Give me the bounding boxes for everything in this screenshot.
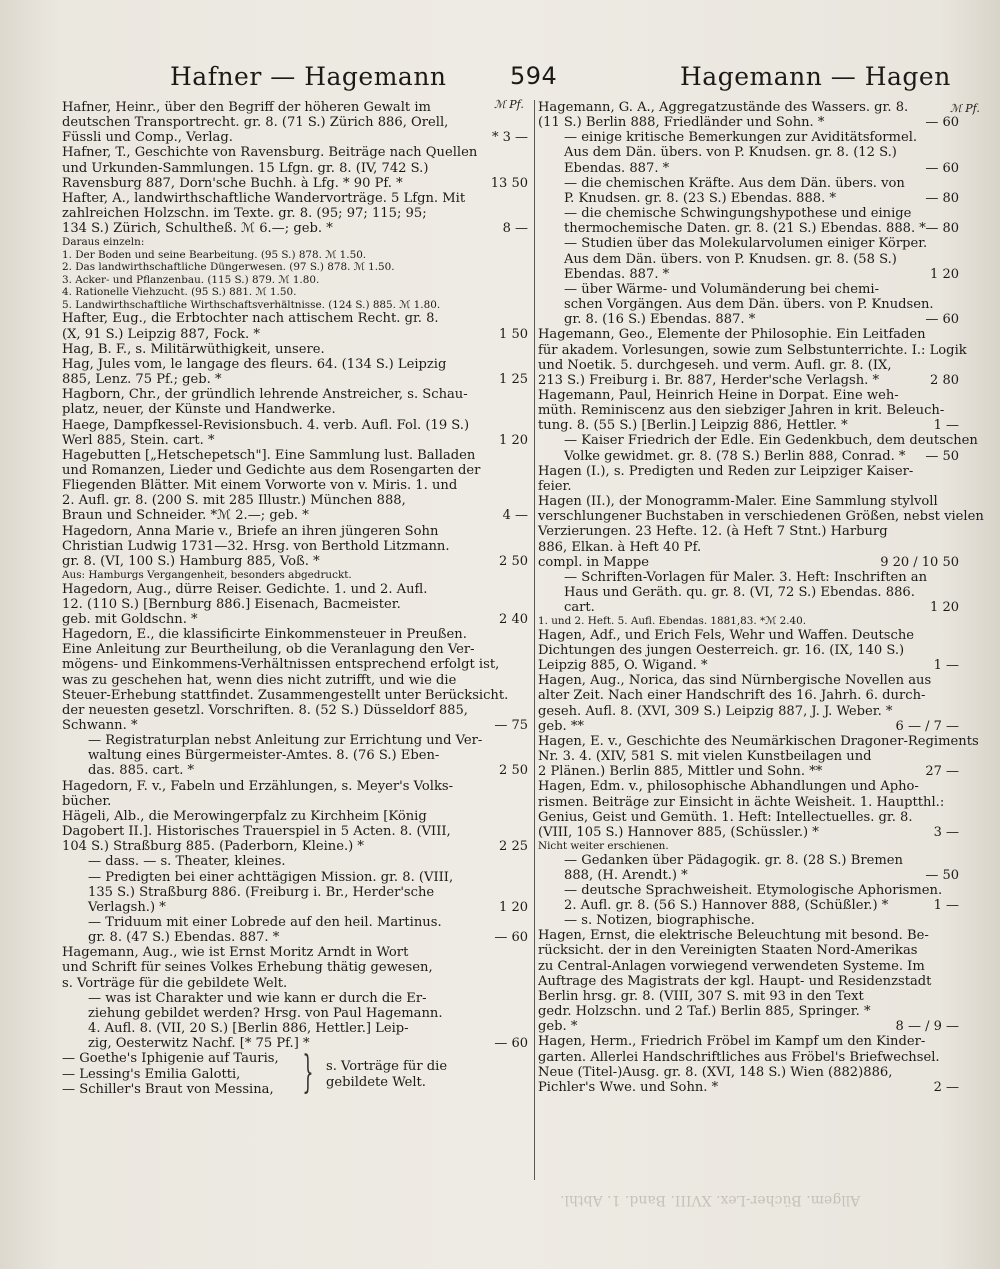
entry-line: Dichtungen des jungen Oesterreich. gr. 16. (IX, 140 S.) xyxy=(538,642,905,658)
catalog-entry xyxy=(538,176,959,206)
catalog-entry xyxy=(538,1034,959,1095)
entry-line: Haege, Dampfkessel-Revisionsbuch. 4. verb. Aufl. Fol. (19 S.) xyxy=(62,417,470,433)
entry-line: gr. 8. (47 S.) Ebendas. 887. * xyxy=(88,930,280,946)
catalog-entry xyxy=(538,673,959,734)
entry-line: — die chemische Schwingungshypothese und einige xyxy=(564,206,912,222)
entry-price: — 60 xyxy=(925,312,959,328)
entry-price: 27 — xyxy=(925,764,959,780)
entry-price: 8 — / 9 — xyxy=(895,1019,959,1035)
entry-line: verschlungener Buchstaben in verschiedenen Größen, nebst vielen xyxy=(538,509,984,525)
catalog-entry xyxy=(538,853,959,883)
catalog-entry xyxy=(538,236,959,281)
entry-price: 1 — xyxy=(933,658,959,674)
entry-line: Hagemann, Geo., Elemente der Philosophie. Ein Leitfaden xyxy=(538,327,926,343)
entry-line: — Predigten bei einer achttägigen Mission. gr. 8. (VIII, xyxy=(88,869,454,885)
catalog-entry xyxy=(538,327,967,388)
entry-line: Hafter, Eug., die Erbtochter nach attischem Recht. gr. 8. xyxy=(62,311,439,327)
entry-line: — was ist Charakter und wie kann er durch die Er- xyxy=(88,990,427,1006)
catalog-entry xyxy=(538,433,978,464)
entry-line: geb. mit Goldschn. * xyxy=(62,611,198,627)
entry-price: * 3 — xyxy=(491,130,528,146)
entry-line: thermochemische Daten. gr. 8. (21 S.) Ebendas. 888. * xyxy=(564,221,926,237)
catalog-entry xyxy=(62,733,528,778)
entry-line: Hagebutten [„Hetschepetsch"]. Eine Sammlung lust. Balladen xyxy=(62,447,476,463)
entry-line: der neuesten gesetzl. Vorschriften. 8. (52 S.) Düsseldorf 885, xyxy=(62,702,468,718)
catalog-entry xyxy=(62,779,528,809)
entry-line: Hagen, Edm. v., philosophische Abhandlungen und Apho- xyxy=(538,779,919,795)
entry-price: — 80 xyxy=(925,190,959,206)
entry-line: feier. xyxy=(538,478,572,494)
entry-price: — 50 xyxy=(925,867,959,883)
entry-price: 1 20 xyxy=(499,432,528,448)
entry-line: müth. Reminiscenz aus den siebziger Jahren in krit. Beleuch- xyxy=(538,403,945,419)
catalog-entry xyxy=(538,733,979,780)
entry-line: Hagedorn, F. v., Fabeln und Erzählungen, s. Meyer's Volks- xyxy=(62,778,454,794)
entry-price: — 50 xyxy=(925,448,959,464)
entry-line: Hagen (I.), s. Predigten und Reden zur Leipziger Kaiser- xyxy=(538,463,914,479)
entry-line: garten. Allerlei Handschriftliches aus Fröbel's Briefwechsel. xyxy=(538,1049,940,1065)
entry-line: compl. in Mappe xyxy=(538,554,650,570)
entry-line: Hagemann, Aug., wie ist Ernst Moritz Arndt in Wort xyxy=(62,945,409,961)
brace-symbol: } xyxy=(302,1047,314,1099)
brace-titles xyxy=(62,1051,294,1096)
catalog-entry xyxy=(538,928,959,1034)
entry-line: gedr. Holzschn. und 2 Taf.) Berlin 885, Springer. * xyxy=(538,1004,871,1020)
entry-price: — 60 xyxy=(494,1036,528,1052)
page-header xyxy=(0,62,1000,98)
catalog-entry xyxy=(62,524,528,569)
entry-line: 886, Elkan. à Heft 40 Pf. xyxy=(538,539,702,555)
entry-line: rismen. Beiträge zur Einsicht in ächte Weisheit. 1. Hauptthl.: xyxy=(538,794,945,810)
entry-price: 13 50 xyxy=(490,175,528,191)
entry-line: Hagedorn, E., die klassificirte Einkommensteuer in Preußen. xyxy=(62,627,467,643)
entry-line: 2. Aufl. gr. 8. (200 S. mit 285 Illustr.) München 888, xyxy=(62,493,406,509)
entry-line: Hafner, Heinr., über den Begriff der höheren Gewalt im xyxy=(62,100,431,115)
entry-line: Daraus einzeln: xyxy=(62,236,145,249)
entry-line: Neue (Titel-)Ausg. gr. 8. (XVI, 148 S.) Wien (882)886, xyxy=(538,1064,893,1080)
entry-line: deutschen Transportrecht. gr. 8. (71 S.) Zürich 886, Orell, xyxy=(62,115,449,131)
entry-line: 104 S.) Straßburg 885. (Paderborn, Kleine.) * xyxy=(62,839,364,855)
entry-line: 134 S.) Zürich, Schultheß. ℳ 6.—; geb. * xyxy=(62,221,333,237)
entry-line: Eine Anleitung zur Beurtheilung, ob die Veranlagung den Ver- xyxy=(62,642,475,658)
entry-line: geb. ** xyxy=(538,718,584,734)
catalog-entry xyxy=(62,991,528,1052)
catalog-entry xyxy=(62,342,528,357)
currency-label-left: ℳ Pf. xyxy=(494,98,524,111)
entry-price: 2 — xyxy=(933,1079,959,1095)
catalog-entry xyxy=(538,883,959,913)
note-entry xyxy=(538,615,959,628)
entry-price: 8 — xyxy=(502,221,528,237)
entry-line: Aus dem Dän. übers. von P. Knudsen. gr. 8. (58 S.) xyxy=(564,251,897,267)
entry-line: — Kaiser Friedrich der Edle. Ein Gedenkbuch, dem deutschen xyxy=(564,433,978,449)
entry-line: cart. xyxy=(564,600,595,616)
entry-line: 885, Lenz. 75 Pf.; geb. * xyxy=(62,372,222,388)
entry-line: 4. Aufl. 8. (VII, 20 S.) [Berlin 886, Hettler.] Leip- xyxy=(88,1021,409,1037)
catalog-entry xyxy=(538,494,984,570)
entry-line: gr. 8. (16 S.) Ebendas. 887. * xyxy=(564,312,756,328)
entry-line: Berlin hrsg. gr. 8. (VIII, 307 S. mit 93 in den Text xyxy=(538,988,864,1004)
entry-line: zu Central-Anlagen vorwiegend verwendeten Systeme. Im xyxy=(538,958,925,974)
entry-price: 2 50 xyxy=(499,553,528,569)
entry-price: 4 — xyxy=(502,508,528,524)
entry-line: — einige kritische Bemerkungen zur Aviditätsformel. xyxy=(564,130,918,146)
entry-price: — 80 xyxy=(925,221,959,237)
entry-line: s. Vorträge für die gebildete Welt. xyxy=(62,975,288,991)
entry-line: und Noetik. 5. durchgeseh. und verm. Aufl. gr. 8. (IX, xyxy=(538,357,892,373)
entry-line: Hagedorn, Aug., dürre Reiser. Gedichte. 1. und 2. Aufl. xyxy=(62,581,428,597)
catalog-entry xyxy=(62,448,528,524)
entry-price: — 60 xyxy=(925,115,959,131)
entry-line: Volke gewidmet. gr. 8. (78 S.) Berlin 888, Conrad. * xyxy=(564,448,906,464)
catalog-entry xyxy=(62,387,528,417)
header-right-title: Hagemann — Hagen xyxy=(680,62,951,91)
entry-line: — Registraturplan nebst Anleitung zur Errichtung und Ver- xyxy=(88,733,483,749)
catalog-entry xyxy=(538,282,959,327)
entry-line: 3. Acker- und Pflanzenbau. (115 S.) 879. ℳ 1.80. xyxy=(62,273,320,286)
entry-price: 2 50 xyxy=(499,763,528,779)
entry-price: 9 20 / 10 50 xyxy=(880,554,959,570)
catalog-entry xyxy=(62,627,528,733)
entry-line: — Schriften-Vorlagen für Maler. 3. Heft: Inschriften an xyxy=(564,569,928,585)
page-number: 594 xyxy=(510,62,558,90)
column-divider xyxy=(534,100,535,1180)
entry-line: Genius, Geist und Gemüth. 1. Heft: Intellectuelles. gr. 8. xyxy=(538,809,913,825)
entry-line: Hagemann, Paul, Heinrich Heine in Dorpat. Eine weh- xyxy=(538,387,899,403)
entry-line: und Urkunden-Sammlungen. 15 Lfgn. gr. 8. (IV, 742 S.) xyxy=(62,160,429,176)
entry-line: — deutsche Sprachweisheit. Etymologische Aphorismen. xyxy=(564,882,943,898)
entry-line: Hagen (II.), der Monogramm-Maler. Eine Sammlung stylvoll xyxy=(538,494,938,510)
entry-price: 2 25 xyxy=(499,839,528,855)
entry-line: (11 S.) Berlin 888, Friedländer und Sohn. * xyxy=(538,115,825,131)
entry-line: Aus: Hamburgs Vergangenheit, besonders abgedruckt. xyxy=(62,569,352,582)
catalog-entry xyxy=(538,570,959,615)
catalog-entry xyxy=(62,854,528,869)
entry-line: Hagedorn, Anna Marie v., Briefe an ihren jüngeren Sohn xyxy=(62,523,439,539)
entry-price: 1 50 xyxy=(499,326,528,342)
entry-line: Hagemann, G. A., Aggregatzustände des Wassers. gr. 8. xyxy=(538,100,909,115)
header-left-title: Hafner — Hagemann xyxy=(170,62,447,91)
brace-group xyxy=(62,1047,528,1099)
catalog-entry xyxy=(62,100,528,145)
entry-line: Werl 885, Stein. cart. * xyxy=(62,432,215,448)
entry-line: alter Zeit. Nach einer Handschrift des 16. Jahrh. 6. durch- xyxy=(538,688,926,704)
entry-line: 2 Plänen.) Berlin 885, Mittler und Sohn. ** xyxy=(538,764,823,780)
entry-line: geseh. Aufl. 8. (XVI, 309 S.) Leipzig 887, J. J. Weber. * xyxy=(538,703,893,719)
entry-line: Auftrage des Magistrats der kgl. Haupt- und Residenzstadt xyxy=(538,973,932,989)
entry-line: Hag, Jules vom, le langage des fleurs. 64. (134 S.) Leipzig xyxy=(62,356,447,372)
catalog-entry xyxy=(538,464,959,494)
entry-price: 1 20 xyxy=(499,899,528,915)
entry-line: Christian Ludwig 1731—32. Hrsg. von Berthold Litzmann. xyxy=(62,538,450,554)
entry-line: (X, 91 S.) Leipzig 887, Fock. * xyxy=(62,326,260,342)
entry-line: was zu geschehen hat, wenn dies nicht zutrifft, und wie die xyxy=(62,672,457,688)
entry-line: — Gedanken über Pädagogik. gr. 8. (28 S.) Bremen xyxy=(564,852,903,868)
entry-line: Hagen, Aug., Norica, das sind Nürnbergische Novellen aus xyxy=(538,673,932,689)
entry-line: 1. und 2. Heft. 5. Aufl. Ebendas. 1881,83. *ℳ 2.40. xyxy=(538,615,807,628)
entry-line: geb. * xyxy=(538,1019,578,1035)
brace-title: — Schiller's Braut von Messina, xyxy=(62,1081,274,1097)
entry-line: Leipzig 885, O. Wigand. * xyxy=(538,658,708,674)
entry-line: bücher. xyxy=(62,793,112,809)
entry-line: (VIII, 105 S.) Hannover 885, (Schüssler.) * xyxy=(538,824,819,840)
catalog-entry xyxy=(538,628,959,673)
entry-line: ziehung gebildet werden? Hrsg. von Paul Hagemann. xyxy=(88,1005,443,1021)
entry-line: Steuer-Erhebung stattfindet. Zusammengestellt unter Berücksicht. xyxy=(62,687,509,703)
entry-price: 6 — / 7 — xyxy=(895,718,959,734)
entry-line: gr. 8. (VI, 100 S.) Hamburg 885, Voß. * xyxy=(62,553,320,569)
entry-line: Hafner, T., Geschichte von Ravensburg. Beiträge nach Quellen xyxy=(62,145,478,161)
entry-line: Ebendas. 887. * xyxy=(564,160,670,176)
entry-line: Hägeli, Alb., die Merowingerpfalz zu Kirchheim [König xyxy=(62,808,427,824)
catalog-entry xyxy=(538,388,959,433)
entry-line: platz, neuer, der Künste und Handwerke. xyxy=(62,402,336,418)
entry-line: waltung eines Bürgermeister-Amtes. 8. (76 S.) Eben- xyxy=(88,748,440,764)
entry-line: 4. Rationelle Viehzucht. (95 S.) 881. ℳ 1.50. xyxy=(62,286,297,299)
note-entry xyxy=(538,840,959,853)
entry-line: Hagen, E. v., Geschichte des Neumärkischen Dragoner-Regiments xyxy=(538,733,979,749)
entry-line: das. 885. cart. * xyxy=(88,763,195,779)
entry-line: Füssli und Comp., Verlag. xyxy=(62,130,233,146)
catalog-entry xyxy=(62,870,528,915)
entry-line: rücksicht. der in den Vereinigten Staaten Nord-Amerikas xyxy=(538,943,918,959)
catalog-entry xyxy=(62,418,528,448)
entry-line: Nicht weiter erschienen. xyxy=(538,840,669,852)
entry-price: 1 — xyxy=(933,897,959,913)
catalog-entry xyxy=(538,206,959,236)
entry-line: 5. Landwirthschaftliche Wirthschaftsverhältnisse. (124 S.) 885. ℳ 1.80. xyxy=(62,298,441,311)
entry-line: zahlreichen Holzschn. im Texte. gr. 8. (95; 97; 115; 95; xyxy=(62,206,427,222)
entry-price: 2 80 xyxy=(930,372,959,388)
entry-line: Schwann. * xyxy=(62,717,138,733)
catalog-entry xyxy=(62,191,528,236)
entry-line: und Schrift für seines Volkes Erhebung thätig gewesen, xyxy=(62,960,433,976)
entry-line: 2. Aufl. gr. 8. (56 S.) Hannover 888, (Schüßler.) * xyxy=(564,897,889,913)
catalog-entry xyxy=(62,145,528,190)
catalog-entry xyxy=(62,311,528,341)
entry-line: 12. (110 S.) [Bernburg 886.] Eisenach, Bacmeister. xyxy=(62,596,401,612)
entry-line: mögens- und Einkommens-Verhältnissen entsprechend erfolgt ist, xyxy=(62,657,500,673)
entry-line: Haus und Geräth. qu. gr. 8. (VI, 72 S.) Ebendas. 886. xyxy=(564,585,915,600)
entry-line: für akadem. Vorlesungen, sowie zum Selbstunterrichte. I.: Logik xyxy=(538,342,967,358)
note-entry xyxy=(62,236,528,311)
catalog-entry xyxy=(538,130,959,175)
entry-line: Verlagsh.) * xyxy=(88,899,166,915)
entry-line: Fliegenden Blätter. Mit einem Vorworte von v. Miris. 1. und xyxy=(62,478,458,494)
entry-line: Dagobert II.]. Historisches Trauerspiel in 5 Acten. 8. (VIII, xyxy=(62,824,451,840)
brace-title: — Goethe's Iphigenie auf Tauris, xyxy=(62,1051,279,1067)
left-column xyxy=(62,100,528,1097)
entry-line: zig, Oesterwitz Nachf. [* 75 Pf.] * xyxy=(88,1036,310,1052)
entry-line: Hagen, Herm., Friedrich Fröbel im Kampf um den Kinder- xyxy=(538,1034,926,1050)
entry-line: — über Wärme- und Volumänderung bei chemi- xyxy=(564,281,880,297)
entry-price: 1 25 xyxy=(499,372,528,388)
entry-price: — 60 xyxy=(494,930,528,946)
catalog-entry xyxy=(62,945,528,990)
entry-price: 1 — xyxy=(933,418,959,434)
catalog-entry xyxy=(62,357,528,387)
catalog-entry xyxy=(62,915,528,945)
entry-price: 1 20 xyxy=(930,266,959,282)
entry-line: Aus dem Dän. übers. von P. Knudsen. gr. 8. (12 S.) xyxy=(564,145,897,161)
entry-line: Nr. 3. 4. (XIV, 581 S. mit vielen Kunstbeilagen und xyxy=(538,749,872,765)
entry-line: 1. Der Boden und seine Bearbeitung. (95 S.) 878. ℳ 1.50. xyxy=(62,248,367,261)
entry-line: 2. Das landwirthschaftliche Düngerwesen. (97 S.) 878. ℳ 1.50. xyxy=(62,261,395,274)
entry-price: — 60 xyxy=(925,160,959,176)
entry-line: Hagborn, Chr., der gründlich lehrende Anstreicher, s. Schau- xyxy=(62,387,468,403)
bleed-through-text: Allgem. Bücher-Lex. XVIII. Band. 1. Abthl. xyxy=(560,1192,861,1208)
entry-line: Ebendas. 887. * xyxy=(564,266,670,282)
entry-line: Hagen, Ernst, die elektrische Beleuchtung mit besond. Be- xyxy=(538,928,929,944)
entry-price: 3 — xyxy=(933,824,959,840)
note-entry xyxy=(62,569,528,582)
currency-label-right: ℳ Pf. xyxy=(950,102,980,115)
entry-price: 1 20 xyxy=(930,600,959,616)
entry-line: — dass. — s. Theater, kleines. xyxy=(88,854,286,870)
entry-line: 135 S.) Straßburg 886. (Freiburg i. Br., Herder'sche xyxy=(88,884,435,900)
entry-price: 2 40 xyxy=(499,611,528,627)
catalog-entry xyxy=(538,913,959,928)
catalog-entry xyxy=(62,809,528,854)
entry-line: Hagen, Adf., und Erich Fels, Wehr und Waffen. Deutsche xyxy=(538,627,915,643)
catalog-entry xyxy=(538,100,959,130)
entry-line: — s. Notizen, biographische. xyxy=(564,913,755,929)
entry-line: Pichler's Wwe. und Sohn. * xyxy=(538,1079,719,1095)
entry-line: Hag, B. F., s. Militärwüthigkeit, unsere. xyxy=(62,341,325,357)
entry-line: 888, (H. Arendt.) * xyxy=(564,867,688,883)
brace-title: — Lessing's Emilia Galotti, xyxy=(62,1066,241,1082)
entry-line: — die chemischen Kräfte. Aus dem Dän. übers. von xyxy=(564,175,905,191)
entry-line: Ravensburg 887, Dorn'sche Buchh. à Lfg. * 90 Pf. * xyxy=(62,175,403,191)
entry-price: — 75 xyxy=(494,717,528,733)
right-column xyxy=(538,100,984,1095)
entry-line: schen Vorgängen. Aus dem Dän. übers. von P. Knudsen. xyxy=(564,297,934,313)
catalog-entry xyxy=(538,779,959,840)
entry-line: Braun und Schneider. *ℳ 2.—; geb. * xyxy=(62,508,309,524)
entry-line: und Romanzen, Lieder und Gedichte aus dem Rosengarten der xyxy=(62,462,481,478)
entry-line: tung. 8. (55 S.) [Berlin.] Leipzig 886, Hettler. * xyxy=(538,418,848,434)
entry-line: — Studien über das Molekularvolumen einiger Körper. xyxy=(564,236,928,252)
entry-line: P. Knudsen. gr. 8. (23 S.) Ebendas. 888. * xyxy=(564,190,836,206)
entry-line: 213 S.) Freiburg i. Br. 887, Herder'sche Verlagsh. * xyxy=(538,372,880,388)
entry-line: Hafter, A., landwirthschaftliche Wandervorträge. 5 Lfgn. Mit xyxy=(62,190,466,206)
catalog-entry xyxy=(62,582,528,627)
brace-reference: s. Vorträge für die gebildete Welt. xyxy=(326,1059,448,1090)
entry-line: Verzierungen. 23 Hefte. 12. (à Heft 7 Stnt.) Harburg xyxy=(538,524,888,540)
entry-line: — Triduum mit einer Lobrede auf den heil. Martinus. xyxy=(88,915,442,930)
